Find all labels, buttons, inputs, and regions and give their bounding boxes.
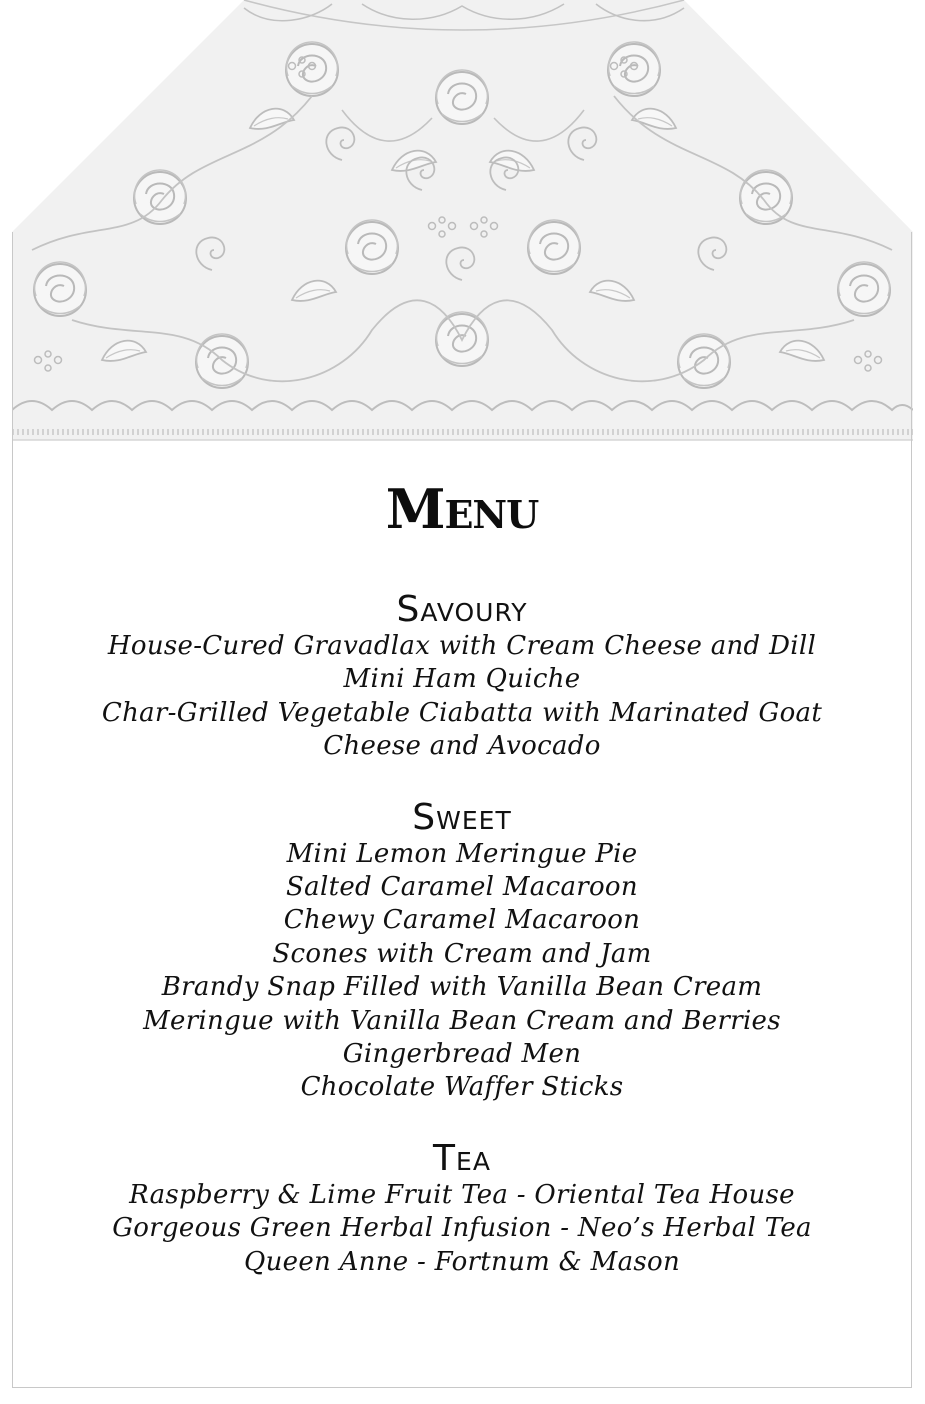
list-item: Raspberry & Lime Fruit Tea - Oriental Tea House bbox=[129, 1179, 795, 1210]
sweet-items bbox=[12, 838, 912, 1105]
list-item: Meringue with Vanilla Bean Cream and Berries bbox=[143, 1005, 781, 1036]
list-item: Brandy Snap Filled with Vanilla Bean Cream bbox=[161, 972, 763, 1003]
menu-content bbox=[12, 470, 912, 1279]
list-item: Salted Caramel Macaroon bbox=[286, 872, 638, 903]
list-item: Gingerbread Men bbox=[342, 1039, 582, 1070]
section-sweet bbox=[12, 796, 912, 1105]
section-heading-sweet: Sweet bbox=[412, 796, 512, 838]
section-savoury bbox=[12, 589, 912, 764]
list-item: Mini Ham Quiche bbox=[343, 664, 581, 695]
lace-ornament-header bbox=[12, 0, 913, 460]
section-heading-tea: Tea bbox=[433, 1137, 491, 1179]
list-item: Gorgeous Green Herbal Infusion - Neo’s Herbal Tea bbox=[112, 1213, 812, 1244]
list-item: Chocolate Waffer Sticks bbox=[300, 1072, 624, 1103]
list-item: House-Cured Gravadlax with Cream Cheese and Dill bbox=[107, 631, 817, 661]
tea-items bbox=[12, 1179, 912, 1279]
savoury-items bbox=[12, 630, 912, 764]
list-item: Queen Anne - Fortnum & Mason bbox=[243, 1246, 681, 1277]
section-tea bbox=[12, 1137, 912, 1279]
menu-title: Menu bbox=[385, 477, 539, 541]
list-item: Mini Lemon Meringue Pie bbox=[286, 838, 638, 869]
section-heading-savoury: Savoury bbox=[396, 589, 528, 630]
list-item: Scones with Cream and Jam bbox=[272, 938, 652, 969]
list-item: Char-Grilled Vegetable Ciabatta with Marinated Goat Cheese and Avocado bbox=[101, 697, 823, 762]
list-item: Chewy Caramel Macaroon bbox=[283, 905, 641, 936]
